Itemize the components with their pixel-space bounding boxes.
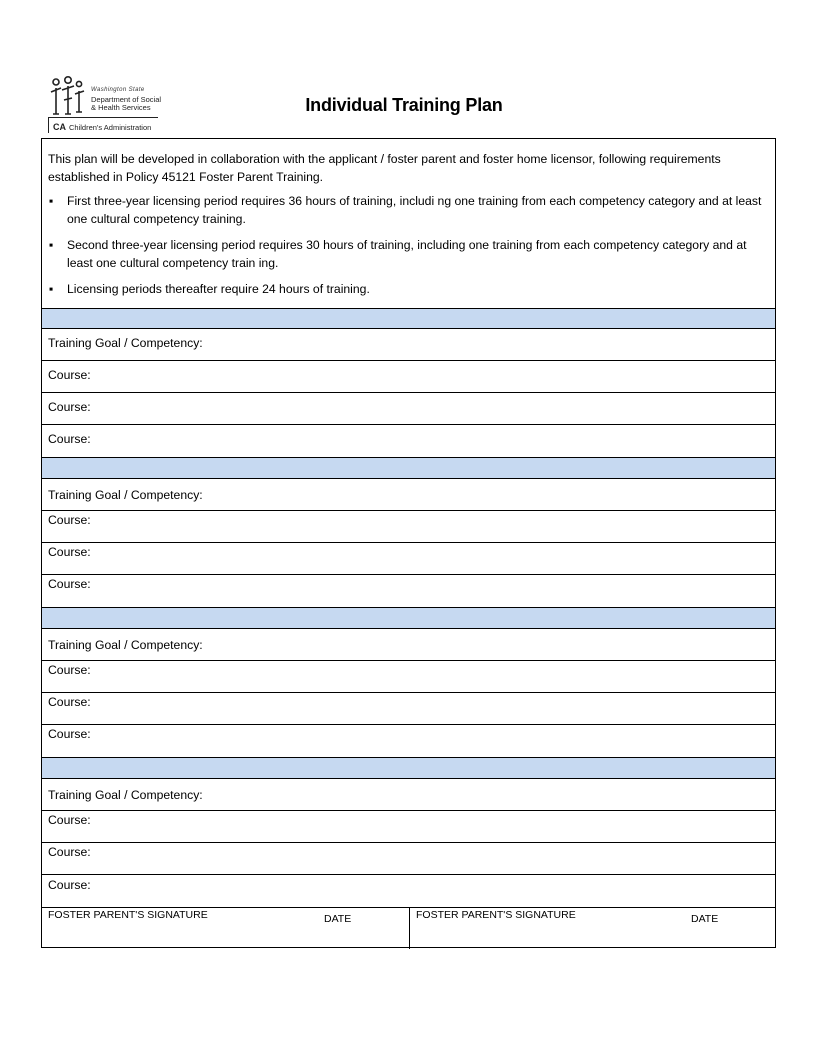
requirement-bullet [48, 280, 769, 298]
date-field-left[interactable]: DATE [324, 913, 352, 925]
section-band [42, 757, 775, 778]
section-band [42, 308, 775, 328]
training-goal-field[interactable] [42, 778, 775, 810]
signature-field-left[interactable]: FOSTER PARENT'S SIGNATURE [48, 909, 208, 921]
bullet-text: Licensing periods thereafter require 24 hours of training. [67, 282, 370, 296]
training-goal-label: Training Goal / Competency: [48, 336, 203, 350]
intro-section [42, 139, 775, 309]
training-goal-label: Training Goal / Competency: [48, 788, 203, 802]
course-label: Course: [48, 400, 91, 414]
course-field[interactable] [42, 842, 775, 874]
requirement-bullet [48, 192, 769, 228]
bullet-text: First three-year licensing period requires 36 hours of training, includi ng one training from each competency category and at least one cultural competency training. [67, 194, 762, 226]
bullet-icon: ▪ [49, 282, 54, 296]
signature-field-right[interactable]: FOSTER PARENT'S SIGNATURE [416, 909, 576, 921]
bullet-icon: ▪ [49, 194, 54, 208]
date-field-right[interactable]: DATE [691, 913, 719, 925]
course-label: Course: [48, 513, 91, 527]
course-field[interactable] [42, 360, 775, 392]
course-label: Course: [48, 695, 91, 709]
training-plan-form [41, 138, 776, 948]
course-field[interactable] [42, 424, 775, 457]
requirement-bullet [48, 236, 769, 272]
course-field[interactable] [42, 692, 775, 724]
page-title: Individual Training Plan [305, 95, 503, 115]
course-label: Course: [48, 727, 91, 741]
course-field[interactable] [42, 874, 775, 907]
section-band [42, 607, 775, 628]
course-label: Course: [48, 663, 91, 677]
logo-rule [48, 117, 158, 118]
ca-abbrev: CA [53, 122, 66, 132]
bullet-icon: ▪ [49, 238, 54, 252]
course-field[interactable] [42, 724, 775, 757]
training-goal-field[interactable] [42, 478, 775, 510]
course-label: Course: [48, 878, 91, 892]
training-goal-field[interactable] [42, 328, 775, 360]
section-band [42, 457, 775, 478]
training-goal-label: Training Goal / Competency: [48, 638, 203, 652]
ca-text [53, 122, 151, 132]
course-label: Course: [48, 845, 91, 859]
training-goal-label: Training Goal / Competency: [48, 488, 203, 502]
org-dept-text: Department of Social [91, 95, 162, 104]
course-label: Course: [48, 432, 91, 446]
training-goal-field[interactable] [42, 628, 775, 660]
course-label: Course: [48, 577, 91, 591]
course-field[interactable] [42, 510, 775, 542]
signature-divider [409, 908, 410, 949]
course-label: Course: [48, 813, 91, 827]
course-field[interactable] [42, 810, 775, 842]
logo-vertical-rule [48, 117, 49, 133]
signature-row [42, 907, 775, 949]
course-field[interactable] [42, 542, 775, 574]
org-state-text: Washington State [91, 87, 145, 93]
course-label: Course: [48, 368, 91, 382]
ca-name: Children's Administration [69, 123, 152, 132]
course-field[interactable] [42, 574, 775, 607]
course-label: Course: [48, 545, 91, 559]
bullet-text: Second three-year licensing period requires 30 hours of training, including one training from each competency category and at least one cultural competency train ing. [67, 238, 747, 270]
course-field[interactable] [42, 660, 775, 692]
org-dept-text-2: & Health Services [91, 103, 151, 112]
course-field[interactable] [42, 392, 775, 424]
intro-paragraph: This plan will be developed in collaboration with the applicant / foster parent and foster home licensor, following requirements established in Policy 45121 Foster Parent Training. [48, 152, 721, 184]
